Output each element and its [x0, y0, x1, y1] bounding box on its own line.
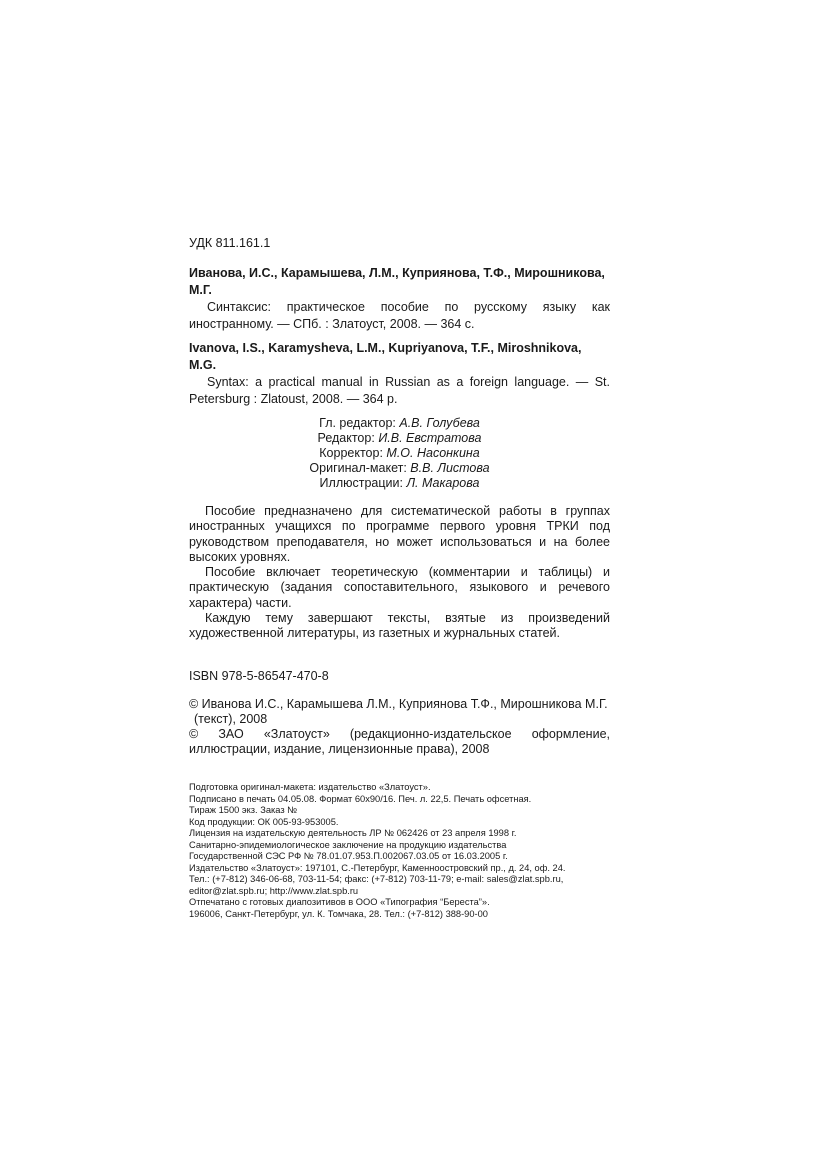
staff-role: Иллюстрации:: [319, 476, 403, 490]
staff-name: А.В. Голубева: [399, 416, 480, 430]
print-details: [189, 782, 619, 920]
authors-en: Ivanova, I.S., Karamysheva, L.M., Kupriyanova, T.F., Miroshnikova, M.G.: [189, 341, 582, 372]
annotation-paragraph: Пособие включает теоретическую (комментарии и таблицы) и практическую (задания сопоставительного, языкового и речевого характера) части.: [189, 565, 610, 610]
copyright-authors: © Иванова И.С., Карамышева Л.М., Куприянова Т.Ф., Мирошникова М.Г.: [189, 697, 608, 711]
print-detail-line: Санитарно-эпидемиологическое заключение на продукцию издательства: [189, 839, 507, 850]
book-annotation: [189, 504, 610, 642]
staff-name: И.В. Евстратова: [378, 431, 482, 445]
staff-name: Л. Макарова: [406, 476, 480, 490]
authors-ru: Иванова, И.С., Карамышева, Л.М., Куприянова, Т.Ф., Мирошникова, М.Г.: [189, 266, 605, 297]
print-detail-line: Код продукции: ОК 005-93-953005.: [189, 816, 339, 827]
staff-row: [189, 446, 610, 461]
staff-row: [189, 431, 610, 446]
staff-role: Оригинал-макет:: [309, 461, 407, 475]
bibliographic-entry-ru: [189, 265, 610, 333]
copyright-publisher: © ЗАО «Златоуст» (редакционно-издательское оформление, иллюстрации, издание, лицензионные права), 2008: [189, 727, 610, 756]
print-detail-line: Подписано в печать 04.05.08. Формат 60x90/16. Печ. л. 22,5. Печать офсетная.: [189, 793, 532, 804]
staff-row: [189, 461, 610, 476]
staff-role: Корректор:: [319, 446, 383, 460]
print-detail-line: Государственной СЭС РФ № 78.01.07.953.П.002067.03.05 от 16.03.2005 г.: [189, 851, 508, 861]
staff-row: [189, 416, 610, 431]
annotation-paragraph: Каждую тему завершают тексты, взятые из произведений художественной литературы, из газетных и журнальных статей.: [189, 611, 610, 641]
copyright-block: [189, 697, 610, 757]
print-detail-line: editor@zlat.spb.ru; http://www.zlat.spb.ru: [189, 885, 359, 896]
annotation-paragraph: Пособие предназначено для систематической работы в группах иностранных учащихся по программе первого уровня ТРКИ под руководством преподавателя, но может использоваться и на более высоких уровнях.: [189, 504, 610, 564]
staff-role: Редактор:: [317, 431, 375, 445]
print-detail-line: Тираж 1500 экз. Заказ №: [189, 805, 298, 815]
print-detail-line: Издательство «Златоуст»: 197101, С.-Петербург, Каменноостровский пр., д. 24, оф. 24.: [189, 862, 566, 873]
udk-code: УДК 811.161.1: [189, 236, 271, 250]
print-detail-line: Подготовка оригинал-макета: издательство «Златоуст».: [189, 782, 431, 792]
copyright-authors-cont: (текст), 2008: [194, 712, 268, 726]
editorial-staff: [189, 416, 610, 491]
print-detail-line: Отпечатано с готовых диапозитивов в ООО «Типография “Береста”».: [189, 897, 490, 907]
isbn: ISBN 978-5-86547-470-8: [189, 669, 329, 683]
staff-name: М.О. Насонкина: [386, 446, 480, 460]
description-ru: Синтаксис: практическое пособие по русскому языку как иностранному. — СПб. : Златоуст, 2008. — 364 с.: [189, 300, 610, 331]
bibliographic-entry-en: [189, 340, 610, 408]
staff-role: Гл. редактор:: [319, 416, 396, 430]
print-detail-line: Лицензия на издательскую деятельность ЛР № 062426 от 23 апреля 1998 г.: [189, 828, 517, 838]
staff-row: [189, 476, 610, 491]
staff-name: В.В. Листова: [410, 461, 490, 475]
print-detail-line: Тел.: (+7-812) 346-06-68, 703-11-54; факс: (+7-812) 703-11-79; e-mail: sales@zlat.spb.ru,: [189, 874, 564, 884]
print-detail-line: 196006, Санкт-Петербург, ул. К. Томчака, 28. Тел.: (+7-812) 388-90-00: [189, 908, 488, 919]
description-en: Syntax: a practical manual in Russian as a foreign language. — St. Petersburg : Zlatoust, 2008. — 364 p.: [189, 375, 610, 406]
